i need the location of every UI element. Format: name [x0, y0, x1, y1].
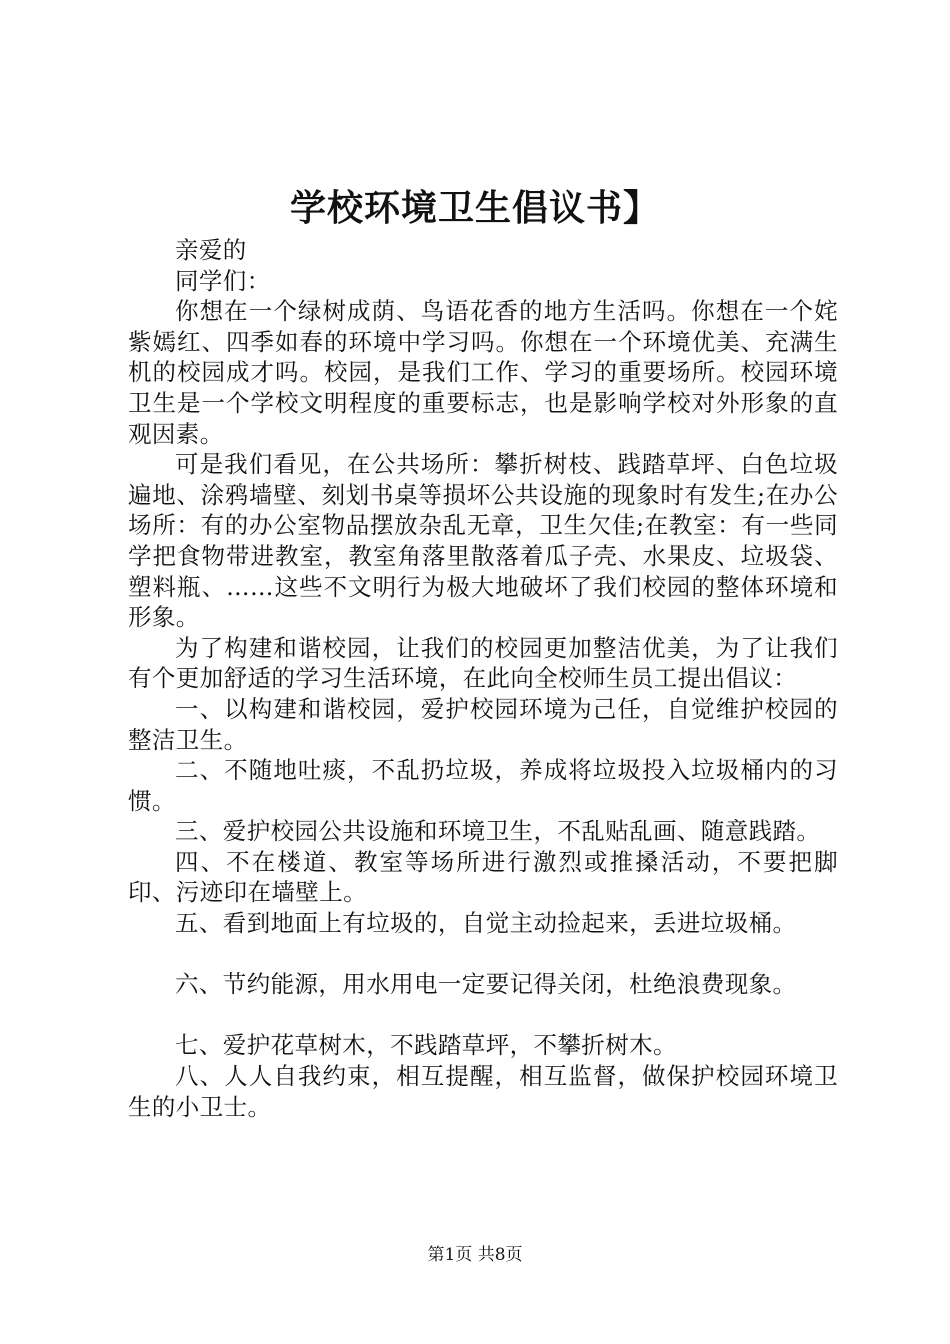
document-title: 学校环境卫生倡议书】	[289, 187, 660, 229]
paragraph-problems: 可是我们看见，在公共场所：攀折树枝、践踏草坪、白色垃圾遍地、涂鸦墙壁、刻划书桌等损坏公共设施的现象时有发生;在办公场所：有的办公室物品摆放杂乱无章，卫生欠佳;在教室：有一些同学把食物带进教室，教室角落里散落着瓜子壳、水果皮、垃圾袋、塑料瓶、……这些不文明行为极大地破坏了我们校园的整体环境和形象。	[128, 450, 838, 632]
paragraph-proposal: 为了构建和谐校园，让我们的校园更加整洁优美，为了让我们有个更加舒适的学习生活环境，在此向全校师生员工提出倡议：	[128, 633, 838, 693]
salutation-line-1: 亲爱的	[175, 236, 247, 264]
proposal-item-8: 八、人人自我约束，相互提醒，相互监督，做保护校园环境卫生的小卫士。	[128, 1062, 838, 1121]
document-body	[128, 235, 838, 1122]
proposal-item-5: 五、看到地面上有垃圾的，自觉主动捡起来，丢进垃圾桶。	[175, 909, 797, 938]
proposal-item-2: 二、不随地吐痰，不乱扔垃圾，养成将垃圾投入垃圾桶内的习惯。	[128, 756, 838, 815]
proposal-item-6: 六、节约能源，用水用电一定要记得关闭，杜绝浪费现象。	[175, 970, 797, 999]
proposal-item-4: 四、不在楼道、教室等场所进行激烈或推搡活动，不要把脚印、污迹印在墙壁上。	[128, 847, 838, 907]
page-number-footer: 第1页 共8页	[427, 1245, 523, 1265]
proposal-item-1: 一、以构建和谐校园，爱护校园环境为己任，自觉维护校园的整洁卫生。	[128, 694, 838, 754]
paragraph-intro: 你想在一个绿树成荫、鸟语花香的地方生活吗。你想在一个姹紫嫣红、四季如春的环境中学习吗。你想在一个环境优美、充满生机的校园成才吗。校园，是我们工作、学习的重要场所。校园环境卫生是一个学校文明程度的重要标志，也是影响学校对外形象的直观因素。	[128, 297, 838, 448]
proposal-item-7: 七、爱护花草树木，不践踏草坪，不攀折树木。	[175, 1031, 677, 1060]
salutation-line-2: 同学们：	[175, 266, 271, 295]
proposal-item-3: 三、爱护校园公共设施和环境卫生，不乱贴乱画、随意践踏。	[175, 817, 821, 846]
